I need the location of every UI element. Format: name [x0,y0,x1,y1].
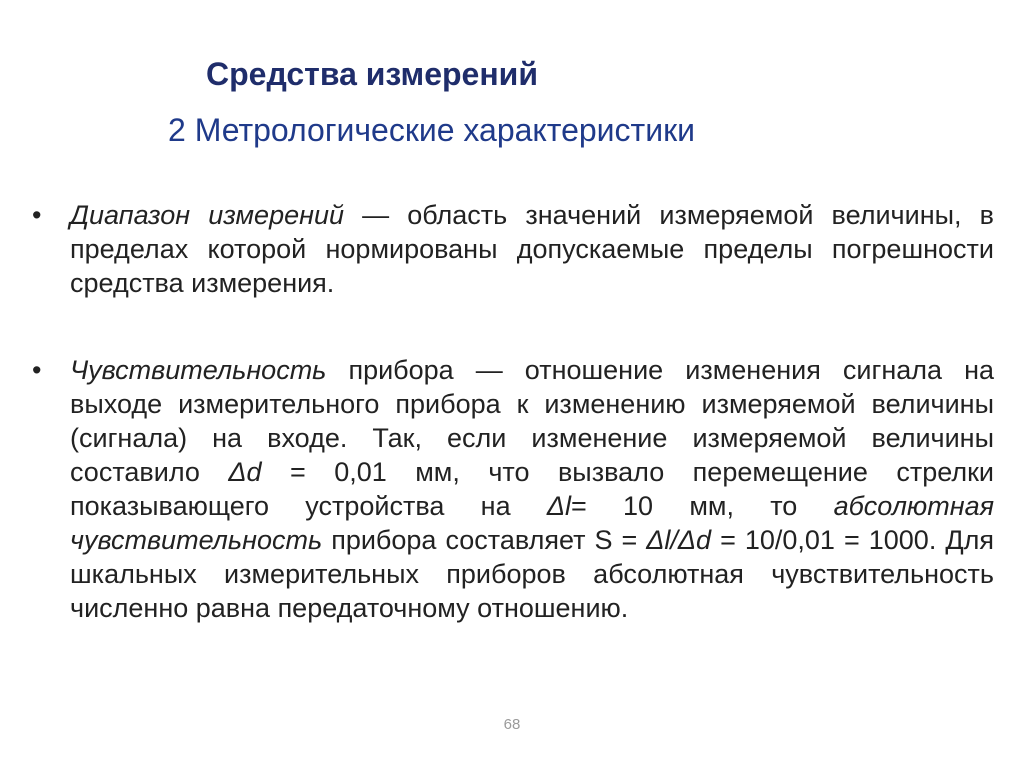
bullet-measurement-range [32,198,994,300]
sensitivity-text-4: прибора составляет S = [322,525,647,555]
sensitivity-text-5: = 10/0,01 = 1000. Для шкальных измерительных приборов абсолютная чувствительность численно равна передаточному отношению. [70,525,995,623]
page-number: 68 [503,716,521,733]
bullet-dot: • [32,355,42,385]
delta-l: Δl [546,491,571,521]
definition-measurement-range: — область значений измеряемой величины, в пределах которой нормированы допускаемые пределы погрешности средства измерения. [70,200,994,298]
bullet-dot: • [32,200,42,230]
slide-subtitle: 2 Метрологические характеристики [168,112,695,148]
sensitivity-text-2: = 0,01 мм, что вызвало перемещение стрелки показывающего устройства на [70,457,994,521]
bullet-sensitivity [32,353,994,625]
term-absolute-sensitivity: абсолютная чувствительность [70,491,995,555]
term-measurement-range: Диапазон измерений [70,200,344,230]
delta-d: Δd [228,457,262,487]
bullet-list [32,198,994,678]
term-sensitivity: Чувствительность [70,355,327,385]
sensitivity-formula: Δl/Δd [646,525,712,555]
sensitivity-text-3: = 10 мм, то [571,491,834,521]
slide-title: Средства измерений [206,56,539,92]
sensitivity-text-1: прибора — отношение изменения сигнала на выходе измерительного прибора к изменению измеряемой величины (сигнала) на входе. Так, если изменение измеряемой величины составило [70,355,994,487]
